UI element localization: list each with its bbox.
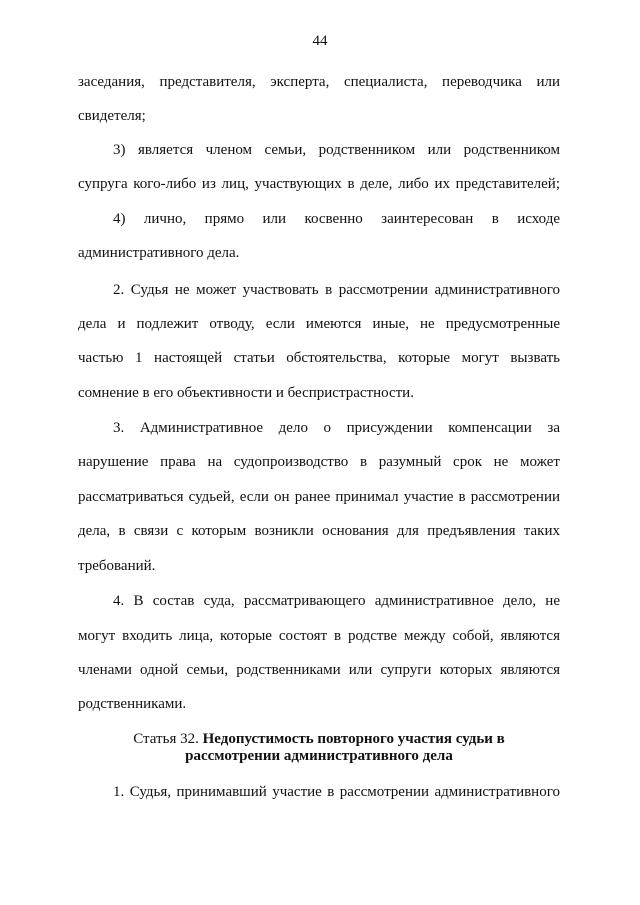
text-line: рассматриваться судьей, если он ранее принимал участие в рассмотрении <box>78 489 560 505</box>
page-number: 44 <box>312 33 328 49</box>
article-label: Статья 32. <box>133 731 199 747</box>
text-line: 1. Судья, принимавший участие в рассмотрении административного <box>113 784 560 800</box>
text-line: требований. <box>78 558 156 574</box>
text-line: 4) лично, прямо или косвенно заинтересован в исходе <box>113 211 560 227</box>
text-line: нарушение права на судопроизводство в разумный срок не может <box>78 454 560 470</box>
text-line: заседания, представителя, эксперта, специалиста, переводчика или <box>78 74 560 90</box>
article-title-line2: рассмотрении административного дела <box>185 748 453 764</box>
text-line: сомнение в его объективности и беспристрастности. <box>78 385 414 401</box>
text-line: членами одной семьи, родственниками или супруги которых являются <box>78 662 560 678</box>
text-line: 3. Административное дело о присуждении компенсации за <box>113 420 560 436</box>
text-line: свидетеля; <box>78 108 146 124</box>
text-line: могут входить лица, которые состоят в родстве между собой, являются <box>78 628 560 644</box>
text-line: супруга кого-либо из лиц, участвующих в деле, либо их представителей; <box>78 176 560 192</box>
text-line: 2. Судья не может участвовать в рассмотрении административного <box>113 282 560 298</box>
text-line: 3) является членом семьи, родственником или родственником <box>113 142 560 158</box>
article-title-line1: Недопустимость повторного участия судьи в <box>202 731 505 747</box>
text-line: родственниками. <box>78 696 187 712</box>
text-line: дела и подлежит отводу, если имеются иные, не предусмотренные <box>78 316 560 332</box>
text-line: 4. В состав суда, рассматривающего административное дело, не <box>113 593 560 609</box>
text-line: административного дела. <box>78 245 240 261</box>
text-line: частью 1 настоящей статьи обстоятельства, которые могут вызвать <box>78 350 560 366</box>
text-line: дела, в связи с которым возникли основания для предъявления таких <box>78 523 560 539</box>
